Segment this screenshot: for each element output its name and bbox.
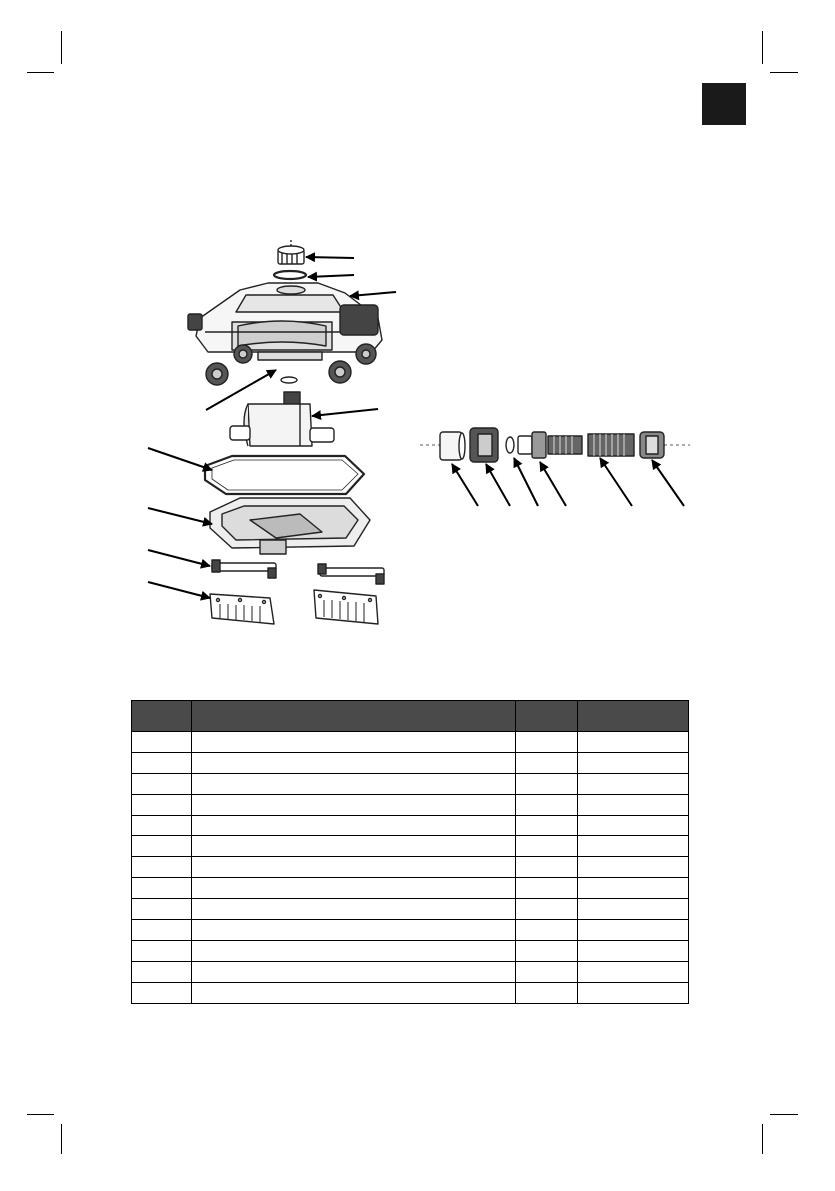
- table-row: [132, 920, 689, 941]
- cell: [192, 732, 516, 753]
- table-row: [132, 773, 689, 794]
- cell: [192, 752, 516, 773]
- cell: [578, 899, 689, 920]
- table-row: [132, 899, 689, 920]
- cell: [192, 836, 516, 857]
- cell: [578, 982, 689, 1003]
- header-description: [192, 701, 516, 732]
- gasket-frame-inner: [212, 460, 358, 490]
- cell: [516, 732, 578, 753]
- cell: [192, 920, 516, 941]
- cell: [578, 732, 689, 753]
- cell: [132, 940, 192, 961]
- table-row: [132, 857, 689, 878]
- cell: [132, 836, 192, 857]
- cell: [132, 773, 192, 794]
- table-row: [132, 982, 689, 1003]
- cell: [132, 732, 192, 753]
- cell: [132, 857, 192, 878]
- cell: [516, 920, 578, 941]
- cell: [132, 752, 192, 773]
- cell: [578, 878, 689, 899]
- cell: [192, 982, 516, 1003]
- cell: [192, 878, 516, 899]
- cell: [578, 815, 689, 836]
- table-row: [132, 961, 689, 982]
- cell: [516, 940, 578, 961]
- cell: [192, 815, 516, 836]
- brush-left: [210, 594, 274, 624]
- header-quantity: [516, 701, 578, 732]
- hose-end-cap: [440, 432, 465, 460]
- robot-body: [188, 283, 382, 385]
- brush-clip-right: [318, 564, 384, 584]
- crop-mark-br-h: [770, 1114, 798, 1115]
- table-row: [132, 940, 689, 961]
- cell: [516, 982, 578, 1003]
- base-tray: [210, 498, 370, 554]
- header-number: [132, 701, 192, 732]
- hose-nut: [470, 428, 498, 462]
- cell: [192, 940, 516, 961]
- top-cap-nut: [278, 240, 304, 264]
- cell: [516, 815, 578, 836]
- cell: [132, 961, 192, 982]
- cell: [132, 899, 192, 920]
- cell: [578, 836, 689, 857]
- cell: [578, 794, 689, 815]
- cell: [516, 773, 578, 794]
- cell: [516, 752, 578, 773]
- cell: [516, 836, 578, 857]
- table-row: [132, 752, 689, 773]
- parts-table: [131, 700, 689, 1004]
- cell: [516, 899, 578, 920]
- cell: [132, 878, 192, 899]
- cell: [192, 794, 516, 815]
- cell: [132, 815, 192, 836]
- table-row: [132, 732, 689, 753]
- table-row: [132, 815, 689, 836]
- cell: [192, 857, 516, 878]
- hose-washer: [506, 437, 514, 453]
- cell: [578, 752, 689, 773]
- cell: [578, 940, 689, 961]
- header-part-code: [578, 701, 689, 732]
- table-row: [132, 836, 689, 857]
- hose-connector: [518, 432, 546, 458]
- o-ring: [274, 271, 306, 279]
- cell: [192, 899, 516, 920]
- hose-segment-long: [588, 434, 634, 456]
- cell: [578, 857, 689, 878]
- cell: [578, 773, 689, 794]
- cell: [578, 920, 689, 941]
- table-header-row: [132, 701, 689, 732]
- callout-arrows-hose: [452, 458, 684, 506]
- cell: [516, 794, 578, 815]
- cell: [132, 794, 192, 815]
- table-row: [132, 878, 689, 899]
- hose-swivel: [640, 432, 664, 458]
- table-row: [132, 794, 689, 815]
- cell: [516, 878, 578, 899]
- cell: [132, 920, 192, 941]
- cell: [192, 773, 516, 794]
- cell: [578, 961, 689, 982]
- hose-segment-short: [548, 436, 582, 454]
- cell: [132, 982, 192, 1003]
- cell: [516, 961, 578, 982]
- brush-right: [314, 590, 378, 624]
- brush-clip-left: [212, 560, 276, 578]
- crop-mark-br-v: [762, 1124, 763, 1154]
- small-seal: [281, 377, 297, 383]
- pump-motor: [230, 392, 334, 446]
- cell: [192, 961, 516, 982]
- cell: [516, 857, 578, 878]
- crop-mark-bl-v: [61, 1124, 62, 1154]
- crop-mark-bl-h: [27, 1114, 54, 1115]
